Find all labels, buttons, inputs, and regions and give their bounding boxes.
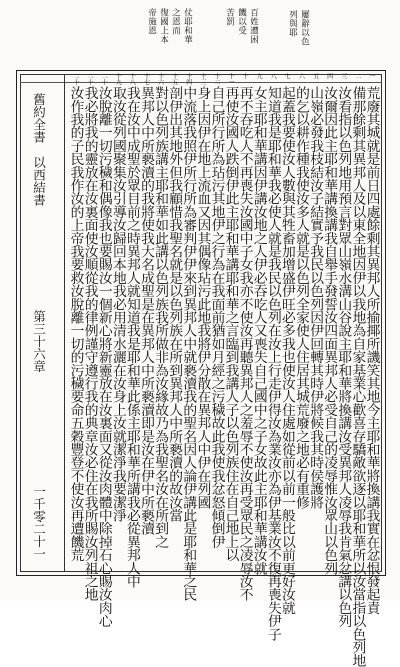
margin-note: 百姓遭困 <box>248 8 259 44</box>
text-column: 取汝從列國聚集汝引導汝歸回本地我必用清水灑在汝身上汝就潔淨我要潔淨 <box>109 86 126 522</box>
text-column: 知道我是耶和華我必使人就是我民以色列在汝上行走伊得汝為業汝亦為伊基業汝不復再喪失伊子 <box>264 86 281 641</box>
margin-note: 之恩而 <box>170 8 181 35</box>
margin-note: 仗耶和華 <box>182 8 193 44</box>
column-number: 二十 <box>100 73 108 85</box>
margin-note: 饑以受 <box>236 8 247 35</box>
column-number: 四 <box>325 73 333 79</box>
text-column: 對以色列族講主耶和華如此講以色列族我所做非為汝緣故乃為我聖名汝在所到之 <box>152 86 169 548</box>
text-column: 剖伊出其地外但我顧惜我聖名就是以色列族在所到異邦人中所褻瀆的故汝當 <box>166 86 183 522</box>
column-number: 十七 <box>142 73 150 85</box>
text-column: 我必將我的靈放在汝裏面使汝順從我的律例謹守遵行我的典章汝必住在我所賜汝列祖之地 <box>81 86 98 601</box>
column-number: 十九 <box>114 73 122 85</box>
margin-note: 帝施恩 <box>146 8 157 35</box>
margin-note: 苦罰 <box>224 8 235 26</box>
page-number: 一千零二十一 <box>31 485 47 560</box>
margin-note: 復國上本 <box>158 8 169 44</box>
text-column: 荒廢其城就是前日四處餘剩其異邦人所揄揶所譏笑其地今主耶和華將換講我實在忿恨發起責 <box>363 86 380 614</box>
running-title: 舊約全書 <box>31 93 47 143</box>
text-column: 汝作我的子民我作汝的上帝我要救汝脫離一切的污穢要命五穀豐登不使汝再遭饑荒 <box>67 86 84 562</box>
text-column: 汝脫離一切污穢和偶像我也要賜汝一個新心將新靈放在汝裏面又從汝肉體中除掉石心賜汝肉心 <box>95 86 112 628</box>
text-column: 自己所行所為玷污其地伊之行為在我面前猶如月經之污穢故此我使我忿怒傾倒伊 <box>208 86 225 548</box>
text-column: 再不吞吃人不再喪失汝國中子女我亦不使汝再聽異邦人之羞辱不使汝再受眾民之凌辱汝不 <box>236 86 253 601</box>
book-name: 以西結書 <box>31 156 47 206</box>
column-number: 六 <box>297 73 305 79</box>
column-number: 二十一 <box>86 73 94 91</box>
text-column: 汝看指以色列地用預言對眾山嶺水溝山谷說主耶和華將換講汝受異邦人凌辱我肯氣忿講以色列 <box>335 86 352 628</box>
text-column: 汝爾因此主耶和華講換講我自舉手發誓汝四面異邦人必受自己的凌辱惟汝眾山以色列 <box>321 86 338 575</box>
column-number: 九 <box>255 73 263 79</box>
column-number: 十八 <box>128 73 136 85</box>
column-number: 十 <box>241 73 249 79</box>
text-column: 異邦人中所褻瀆的我將使我大名成聖是在異邦人中所褻瀆即是汝在伊中所褻瀆 <box>138 86 155 535</box>
column-number: 二十二 <box>72 73 80 91</box>
column-number: 十五 <box>170 73 178 85</box>
column-number: 二 <box>353 73 361 79</box>
text-column: 起蓋我要使汝人數與其牲畜加增盛伊旺必多我也使汝人住處如從前以前一般比以前更好汝就 <box>278 86 295 614</box>
column-number: 三 <box>339 73 347 79</box>
text-column: 的乞以耕作種我使汝多人就是以色列全家使人住居其城荒廢之地必有重修 <box>293 86 310 509</box>
margin-note: 列與耶 <box>287 10 298 37</box>
column-number: 八 <box>269 73 277 79</box>
text-column: 山嶺必發我枝結汝子結實予我民以色列因伊回轉其時伊將候我其時侯護將 <box>307 86 324 509</box>
column-number: 十一 <box>227 73 235 85</box>
text-column: 中流落我照伊所行所為審判伊伊來到異邦人中就褻瀆我的聖名因人論伊講此是耶和華之民 <box>180 86 197 601</box>
column-number: 十六 <box>156 73 164 85</box>
text-column: 再使汝國人跌倒伊此主耶和華講耶和華之言臨到我講人子以色列族住在自己地上以 <box>222 86 239 562</box>
text-column: 女主耶和華講因伊講汝地之人伊必吞吃人又喪失自己國中之子女故此主耶和華講汝就 <box>250 86 267 575</box>
column-number: 五 <box>311 73 319 79</box>
text-column: 備那餘剩其異邦人及以東全地因伊以我地為自家基業心歡喜存驕敵欲逐以耶和華所以汝當指以色列地 <box>349 86 366 667</box>
column-number: 十四 <box>184 73 192 85</box>
column-number: 一 <box>367 73 375 79</box>
text-column: 身上因伊在地上流血又因其偶像玷污此地我將伊分散在異邦人中伊在列國 <box>194 86 211 509</box>
column-number: 十三 <box>198 73 206 85</box>
column-number: 七 <box>283 73 291 79</box>
chapter-label: 第三十六章 <box>31 310 47 373</box>
text-column: 我在汝中成聖於眾目前之時異邦人就知道我是耶和華此係主耶和華所講我必從異邦人中 <box>123 86 140 588</box>
margin-divider <box>64 74 65 572</box>
margin-note: 屢辭以色 <box>299 10 310 46</box>
column-number: 十二 <box>212 73 220 85</box>
